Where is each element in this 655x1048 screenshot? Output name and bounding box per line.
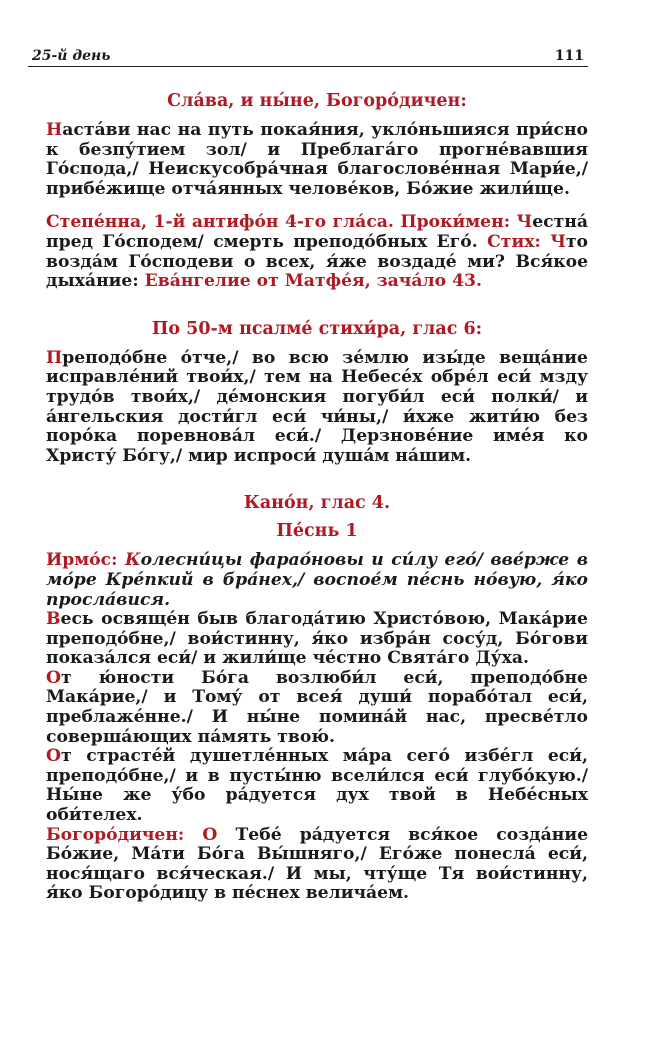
slava-paragraph (46, 121, 588, 199)
slava-text: астáви нас на путь покая́ния, укло́ньшияся при́сно к безпу́тием зол/ и Преблага́го прогнéвавшия Го́спода,/ Неискусобра́чная благословéнная Мари́е,/ прибéжище отча́янных человéков, Бо́жие жили́ще. (46, 120, 588, 199)
stikhira-paragraph (46, 349, 588, 467)
troparion-3-initial: О (46, 746, 61, 767)
troparion-3-text: т страстéй душетлéнных ма́ра сего́ избéгл еси́, преподо́бне,/ и в пусты́ню всели́лся еси́ глубо́кую./ Ны́не же у́бо ра́дуется дух твой в Небéсных оби́телех. (46, 746, 588, 826)
troparion-3 (46, 747, 588, 825)
prokimen-initial: Ч (516, 212, 533, 233)
bogorodichen-paragraph (46, 826, 588, 904)
running-head-day: 25-й день (32, 48, 111, 64)
page-number: 111 (554, 48, 584, 64)
slava-initial: Н (46, 120, 63, 140)
troparion-2 (46, 669, 588, 747)
stikh-initial: Ч (550, 231, 566, 252)
troparion-1-text: есь освящéн быв благода́тию Христо́вою, Мака́рие преподо́бне,/ вои́стинну, я́ко избра́н сосу́д, Бо́гови показа́лся еси́/ и жили́ще чéстно Свята́го Ду́ха. (46, 609, 588, 669)
irmos-text: олесни́цы фарао́новы и си́лу его́/ вве́рже в мо́ре Крéпкий в бра́нех,/ воспое́м пéснь но́вую, я́ко просла́вися. (46, 550, 588, 610)
pesn-heading: Пéснь 1 (276, 521, 358, 542)
bogorodichen-initial: О (202, 824, 218, 845)
troparion-1-initial: В (46, 609, 61, 630)
gospel-reference: Ева́нгелие от Матфе́я, зача́ло 43. (144, 271, 482, 292)
slava-heading: Сла́ва, и ны́не, Богоро́дичен: (167, 91, 467, 111)
stikhira-initial: П (46, 347, 63, 368)
running-head (28, 44, 588, 67)
stikh-label: Стих: (487, 231, 541, 252)
irmos-initial: К (124, 550, 141, 571)
vsyakoe-text: Вся́кое дыха́ние: (46, 251, 589, 292)
stepenna-rubric: Степéнна, 1-й антифо́н 4-го гла́са. Проки́мен: (46, 212, 511, 233)
bogorodichen-label: Богоро́дичен: (46, 824, 185, 845)
troparion-2-text: т ю́ности Бо́га возлюби́л еси́, преподо́бне Мака́рие,/ и Тому́ от всея́ души́ порабо́тал еси́, преблажéнне./ И ны́не помина́й нас, пресвéтло соверша́ющих па́мять твою́. (46, 667, 588, 747)
page-body (46, 90, 588, 904)
troparion-1 (46, 610, 588, 669)
kanon-heading: Кано́н, глас 4. (243, 493, 391, 514)
bogorodichen-text: Тебé ра́дуется вся́кое созда́ние Бо́жие, Ма́ти Бо́га Вы́шняго,/ Его́же понесла́ еси́, нося́щаго вся́ческая./ И мы, чту́ще Тя вои́стинну, я́ко Богоро́дицу в пéснех велича́ем. (46, 824, 589, 904)
stikh-text: то возда́м Го́сподеви о всех, я́же воздадé ми? (46, 231, 589, 272)
stikhira-heading: По 50-м псалмé стихи́ра, глас 6: (151, 318, 483, 339)
stikhira-text: реподо́бне о́тче,/ во всю зéмлю изы́де веща́ние исправлéний твои́х,/ тем на Небесéх обрéл еси́ мзду трудо́в твои́х,/ дéмонския погуби́л еси́ полки́/ и а́нгельския дости́гл еси́ чи́ны,/ и́хже жити́ю без поро́ка поревнова́л еси́./ Дерзновéние имéя ко Христу́ Бо́гу,/ мир испроси́ душа́м на́шим. (46, 347, 588, 466)
prokimen-text: естна́ пред Го́сподем/ смерть преподо́бных Его́. (46, 212, 589, 252)
stepenna-line (46, 213, 588, 291)
irmos-paragraph (46, 551, 588, 610)
troparion-2-initial: О (46, 667, 61, 688)
irmos-label: Ирмо́с: (46, 550, 118, 571)
